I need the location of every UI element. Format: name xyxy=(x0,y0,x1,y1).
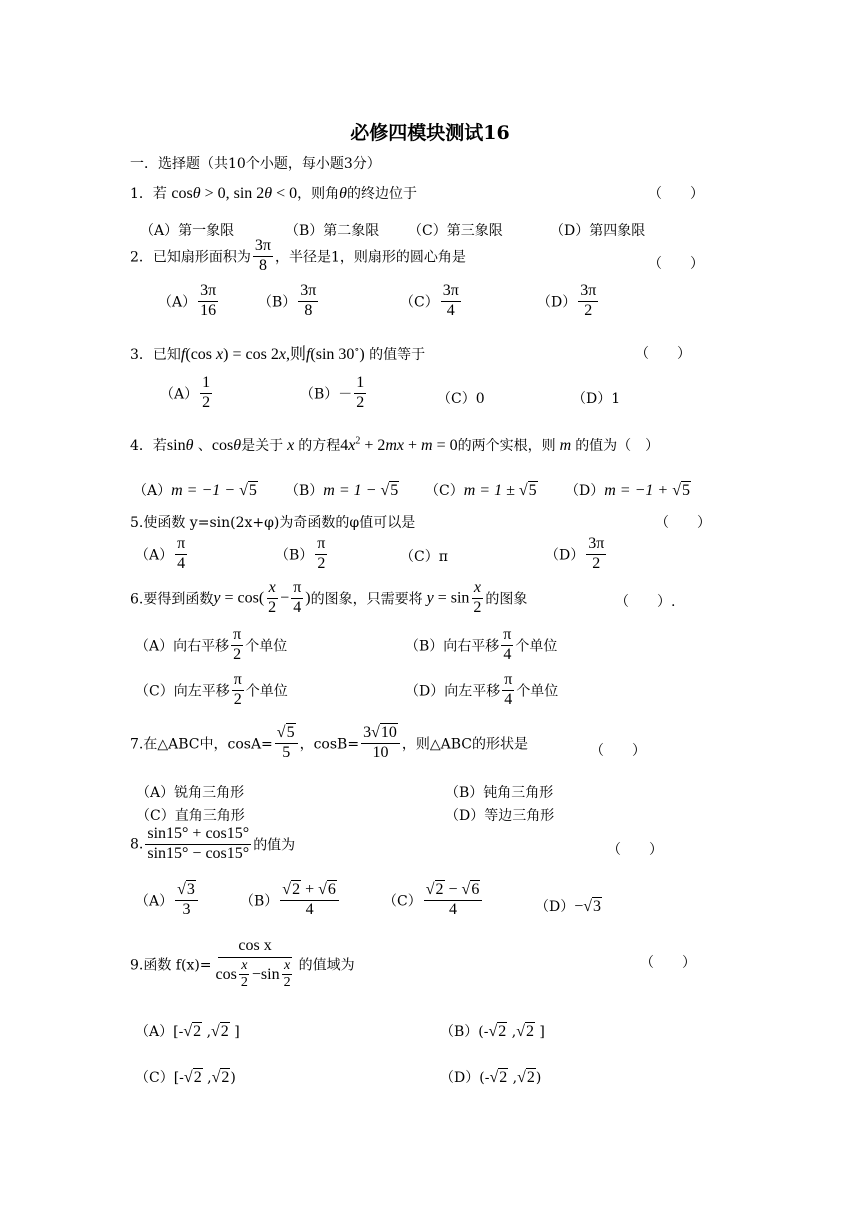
option-b: （B）向右平移 $\frac{\pi}{4}$ 个单位 xyxy=(405,626,558,663)
option-d: （D）1 xyxy=(572,391,621,407)
question-1: 1．若 cosθ > 0, sin 2θ < 0，则角θ的终边位于 xyxy=(130,185,418,202)
option-d: （D）(-√2 ,√2) xyxy=(440,1069,542,1086)
option-c: （C）直角三角形 xyxy=(136,808,245,824)
answer-paren: （ ） xyxy=(655,515,711,531)
option-a: （A） $\frac{3\pi}{16}$ xyxy=(158,282,217,319)
answer-paren: （ ） xyxy=(635,346,691,362)
answer-paren: （ ） xyxy=(607,842,663,858)
answer-paren: （ ） xyxy=(648,186,704,202)
question-6: 6.要得到函数y = cos( $\frac{x}{2}$ − $\frac{\pi}{4}$ )的图象，只需要将 y = sin $\frac{x}{2}$ 的图象 xyxy=(130,579,528,616)
option-c: （C）m = 1 ± √5 xyxy=(425,482,537,499)
option-a: （A） $\frac{\pi}{4}$ xyxy=(135,535,186,572)
section-heading: 一．选择题（共10个小题，每小题3分） xyxy=(130,156,381,172)
option-d: （D）向左平移 $\frac{\pi}{4}$ 个单位 xyxy=(405,671,559,708)
option-b: （B）(-√2 ,√2 ] xyxy=(440,1023,545,1040)
option-b: （B）第二象限 xyxy=(285,223,380,239)
answer-paren: （ ）. xyxy=(615,594,676,610)
option-b: （B）钝角三角形 xyxy=(445,785,554,801)
fraction: $\frac{3\pi}{8}$ xyxy=(254,237,271,274)
option-a: （A）向右平移 $\frac{\pi}{2}$ 个单位 xyxy=(135,626,288,663)
question-7: 7.在△ABC中，cosA= $\frac{√5}{5}$ ，cosB= $\frac{3√10}{10}$ ，则△ABC的形状是 xyxy=(130,724,528,761)
option-a: （A） $\frac{1}{2}$ xyxy=(160,374,211,411)
question-2: 2．已知扇形面积为 $\frac{3\pi}{8}$ ，半径是1，则扇形的圆心角是 xyxy=(130,237,466,274)
option-c: （C） $\frac{√2 - √6}{4}$ xyxy=(383,882,484,919)
option-b: （B）－ $\frac{1}{2}$ xyxy=(300,374,365,411)
question-9: 9.函数 f(x)= cos x cos $\frac{x}{2}$ −sin $\frac{x}{2}$ 的值域为 xyxy=(130,937,355,991)
option-a: （A）[-√2 ,√2 ] xyxy=(135,1023,240,1040)
question-8: 8. $\frac{\sin 15^\circ + \cos 15^\circ}{\sin 15^\circ - \cos 15^\circ}$ 的值为 xyxy=(130,825,296,862)
question-3: 3．已知f(cos x) = cos 2x,则f(sin 30∘) 的值等于 xyxy=(130,344,426,363)
question-5: 5.使函数 y=sin(2x+φ)为奇函数的φ值可以是 xyxy=(130,515,416,531)
option-d: （D） $\frac{3\pi}{2}$ xyxy=(537,282,597,319)
option-a: （A）第一象限 xyxy=(140,223,235,239)
option-c: （C）第三象限 xyxy=(408,223,503,239)
option-c: （C）0 xyxy=(437,391,485,407)
option-d: （D）m = −1 + √5 xyxy=(565,482,690,499)
option-d: （D）等边三角形 xyxy=(445,808,555,824)
option-b: （B） $\frac{\pi}{2}$ xyxy=(275,535,326,572)
answer-paren: （ ） xyxy=(648,256,704,272)
option-c: （C） $\frac{3\pi}{4}$ xyxy=(400,282,459,319)
option-c: （C）向左平移 $\frac{\pi}{2}$ 个单位 xyxy=(135,671,288,708)
option-a: （A）锐角三角形 xyxy=(136,785,245,801)
option-d: （D）第四象限 xyxy=(550,223,646,239)
option-a: （A）m = −1 − √5 xyxy=(133,482,257,499)
option-b: （B） $\frac{3\pi}{8}$ xyxy=(258,282,317,319)
answer-paren: （ ） xyxy=(590,743,646,759)
q1-condition: cosθ > 0, sin 2θ < 0 xyxy=(171,185,298,202)
question-4: 4．若sinθ 、cosθ是关于 x 的方程$4x^2 + 2mx + m = 0$的两个实根，则 m 的值为（ ） xyxy=(130,435,660,454)
page-title: 必修四模块测试16 xyxy=(350,122,510,144)
option-d: （D） $\frac{3\pi}{2}$ xyxy=(545,535,605,572)
option-b: （B）m = 1 − √5 xyxy=(285,482,399,499)
option-d: （D）−√3 xyxy=(535,898,602,915)
option-c: （C）[-√2 ,√2) xyxy=(135,1069,236,1086)
answer-paren: （ ） xyxy=(640,955,696,971)
option-a: （A） $\frac{√3}{3}$ xyxy=(135,882,200,919)
option-c: （C）π xyxy=(400,549,448,565)
option-b: （B） $\frac{√2 + √6}{4}$ xyxy=(240,882,341,919)
